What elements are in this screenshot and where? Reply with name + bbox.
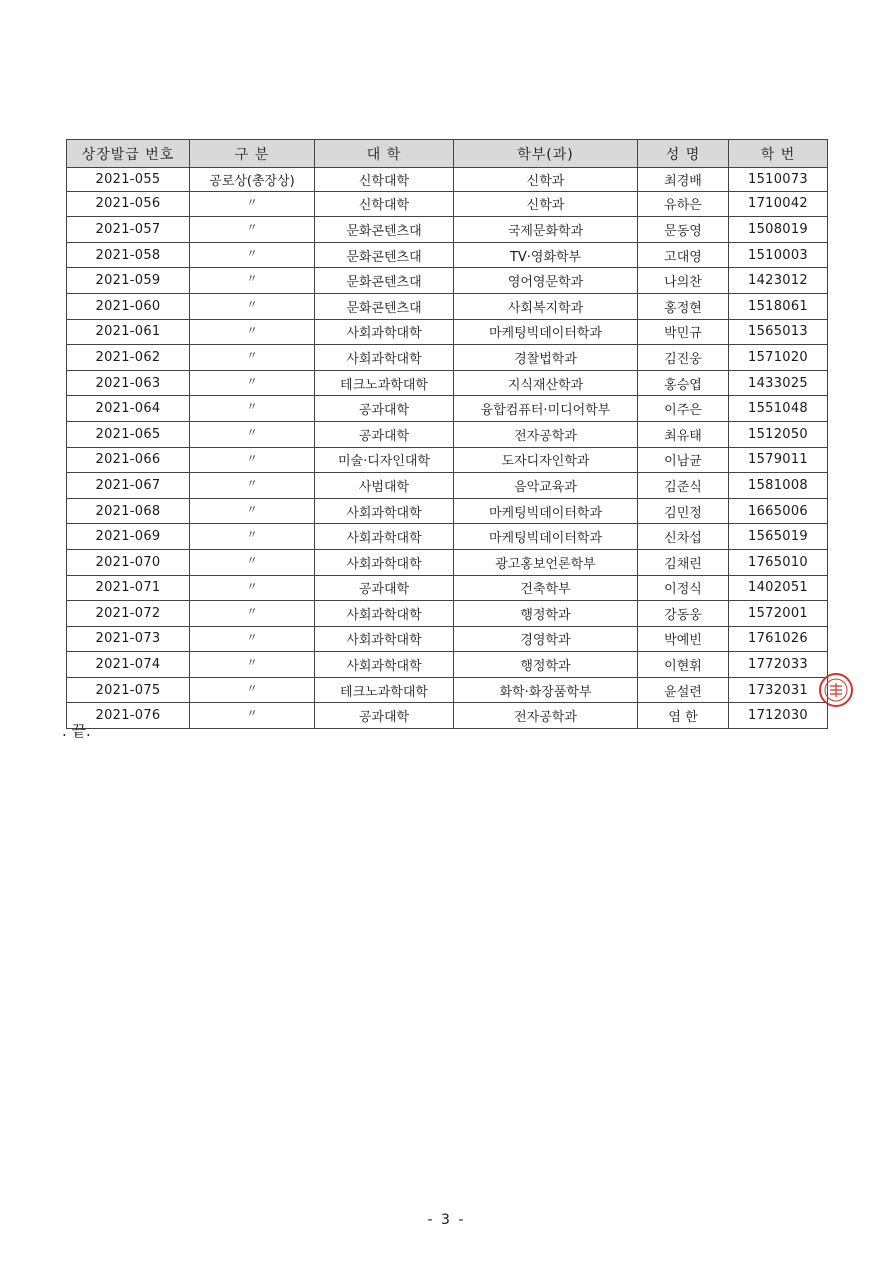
category-cell: 〃	[190, 524, 315, 550]
student-id-cell: 1565013	[729, 319, 828, 345]
department-cell: 전자공학과	[454, 421, 638, 447]
category-cell: 〃	[190, 473, 315, 499]
department-cell: 신학과	[454, 191, 638, 217]
table-row	[67, 168, 828, 192]
table-row	[67, 293, 828, 319]
header-college: 대 학	[315, 140, 454, 168]
name-cell: 박예빈	[638, 626, 729, 652]
table-row	[67, 703, 828, 729]
department-cell: 마케팅빅데이터학과	[454, 524, 638, 550]
name-cell: 홍정현	[638, 293, 729, 319]
department-cell: 마케팅빅데이터학과	[454, 319, 638, 345]
serial-cell: 2021-069	[67, 524, 190, 550]
category-cell: 〃	[190, 396, 315, 422]
college-cell: 사회과학대학	[315, 601, 454, 627]
header-department: 학부(과)	[454, 140, 638, 168]
name-cell: 최유태	[638, 421, 729, 447]
category-cell: 〃	[190, 626, 315, 652]
name-cell: 김민정	[638, 498, 729, 524]
student-id-cell: 1732031	[729, 677, 828, 703]
category-cell: 〃	[190, 319, 315, 345]
page-number: - 3 -	[427, 1212, 466, 1228]
serial-cell: 2021-062	[67, 345, 190, 371]
serial-cell: 2021-059	[67, 268, 190, 294]
college-cell: 문화콘텐츠대	[315, 293, 454, 319]
college-cell: 문화콘텐츠대	[315, 217, 454, 243]
category-cell: 〃	[190, 268, 315, 294]
category-cell: 〃	[190, 217, 315, 243]
category-cell: 〃	[190, 447, 315, 473]
category-cell: 〃	[190, 677, 315, 703]
department-cell: 신학과	[454, 168, 638, 192]
name-cell: 최경배	[638, 168, 729, 192]
table-row	[67, 447, 828, 473]
table-row	[67, 524, 828, 550]
table-row	[67, 242, 828, 268]
name-cell: 박민규	[638, 319, 729, 345]
name-cell: 신차섭	[638, 524, 729, 550]
college-cell: 사회과학대학	[315, 652, 454, 678]
serial-cell: 2021-071	[67, 575, 190, 601]
table-row	[67, 626, 828, 652]
category-cell: 〃	[190, 242, 315, 268]
student-id-cell: 1518061	[729, 293, 828, 319]
category-cell: 〃	[190, 703, 315, 729]
table-body	[67, 168, 828, 729]
category-cell: 〃	[190, 293, 315, 319]
serial-cell: 2021-075	[67, 677, 190, 703]
table-row	[67, 473, 828, 499]
category-cell: 〃	[190, 370, 315, 396]
student-id-cell: 1433025	[729, 370, 828, 396]
name-cell: 김채린	[638, 549, 729, 575]
serial-cell: 2021-072	[67, 601, 190, 627]
name-cell: 이현휘	[638, 652, 729, 678]
category-cell: 〃	[190, 549, 315, 575]
serial-cell: 2021-061	[67, 319, 190, 345]
college-cell: 문화콘텐츠대	[315, 242, 454, 268]
student-id-cell: 1772033	[729, 652, 828, 678]
name-cell: 이주은	[638, 396, 729, 422]
student-id-cell: 1565019	[729, 524, 828, 550]
name-cell: 김준식	[638, 473, 729, 499]
college-cell: 사회과학대학	[315, 626, 454, 652]
student-id-cell: 1512050	[729, 421, 828, 447]
department-cell: 영어영문학과	[454, 268, 638, 294]
category-cell: 〃	[190, 498, 315, 524]
department-cell: 사회복지학과	[454, 293, 638, 319]
department-cell: 행정학과	[454, 652, 638, 678]
college-cell: 문화콘텐츠대	[315, 268, 454, 294]
table-row	[67, 319, 828, 345]
name-cell: 고대영	[638, 242, 729, 268]
category-cell: 〃	[190, 652, 315, 678]
college-cell: 사범대학	[315, 473, 454, 499]
category-cell: 〃	[190, 601, 315, 627]
table-row	[67, 345, 828, 371]
student-id-cell: 1572001	[729, 601, 828, 627]
table-row	[67, 549, 828, 575]
serial-cell: 2021-057	[67, 217, 190, 243]
department-cell: 경영학과	[454, 626, 638, 652]
student-id-cell: 1712030	[729, 703, 828, 729]
serial-cell: 2021-070	[67, 549, 190, 575]
table-row	[67, 268, 828, 294]
student-id-cell: 1665006	[729, 498, 828, 524]
serial-cell: 2021-065	[67, 421, 190, 447]
serial-cell: 2021-058	[67, 242, 190, 268]
name-cell: 나의찬	[638, 268, 729, 294]
department-cell: 도자디자인학과	[454, 447, 638, 473]
college-cell: 공과대학	[315, 703, 454, 729]
header-name: 성 명	[638, 140, 729, 168]
college-cell: 사회과학대학	[315, 498, 454, 524]
serial-cell: 2021-073	[67, 626, 190, 652]
table-row	[67, 217, 828, 243]
name-cell: 유하은	[638, 191, 729, 217]
serial-cell: 2021-063	[67, 370, 190, 396]
student-id-cell: 1510073	[729, 168, 828, 192]
serial-cell: 2021-074	[67, 652, 190, 678]
college-cell: 사회과학대학	[315, 319, 454, 345]
serial-cell: 2021-076	[67, 703, 190, 729]
name-cell: 이정식	[638, 575, 729, 601]
student-id-cell: 1765010	[729, 549, 828, 575]
department-cell: 마케팅빅데이터학과	[454, 498, 638, 524]
college-cell: 테크노과학대학	[315, 677, 454, 703]
table-row	[67, 191, 828, 217]
serial-cell: 2021-055	[67, 168, 190, 192]
serial-cell: 2021-064	[67, 396, 190, 422]
name-cell: 이남균	[638, 447, 729, 473]
end-mark: . 끝.	[62, 722, 91, 740]
student-id-cell: 1551048	[729, 396, 828, 422]
college-cell: 사회과학대학	[315, 345, 454, 371]
department-cell: 융합컴퓨터·미디어학부	[454, 396, 638, 422]
department-cell: TV·영화학부	[454, 242, 638, 268]
table-row	[67, 498, 828, 524]
table-row	[67, 421, 828, 447]
college-cell: 공과대학	[315, 575, 454, 601]
serial-cell: 2021-067	[67, 473, 190, 499]
student-id-cell: 1581008	[729, 473, 828, 499]
college-cell: 미술·디자인대학	[315, 447, 454, 473]
department-cell: 행정학과	[454, 601, 638, 627]
category-cell: 〃	[190, 191, 315, 217]
category-cell: 〃	[190, 575, 315, 601]
table-row	[67, 677, 828, 703]
college-cell: 신학대학	[315, 191, 454, 217]
header-student-id: 학 번	[729, 140, 828, 168]
category-cell: 〃	[190, 345, 315, 371]
name-cell: 염 한	[638, 703, 729, 729]
student-id-cell: 1710042	[729, 191, 828, 217]
student-id-cell: 1402051	[729, 575, 828, 601]
name-cell: 강동웅	[638, 601, 729, 627]
student-id-cell: 1508019	[729, 217, 828, 243]
department-cell: 전자공학과	[454, 703, 638, 729]
name-cell: 문동영	[638, 217, 729, 243]
table-header-row	[67, 140, 828, 168]
student-id-cell: 1510003	[729, 242, 828, 268]
category-cell: 공로상(총장상)	[190, 168, 315, 192]
table-row	[67, 370, 828, 396]
department-cell: 지식재산학과	[454, 370, 638, 396]
college-cell: 사회과학대학	[315, 524, 454, 550]
college-cell: 공과대학	[315, 396, 454, 422]
header-serial: 상장발급 번호	[67, 140, 190, 168]
official-seal-icon	[818, 672, 854, 708]
student-id-cell: 1571020	[729, 345, 828, 371]
table-row	[67, 396, 828, 422]
serial-cell: 2021-056	[67, 191, 190, 217]
serial-cell: 2021-066	[67, 447, 190, 473]
name-cell: 윤설련	[638, 677, 729, 703]
award-table	[66, 139, 828, 729]
department-cell: 국제문화학과	[454, 217, 638, 243]
department-cell: 음악교육과	[454, 473, 638, 499]
table-row	[67, 652, 828, 678]
college-cell: 신학대학	[315, 168, 454, 192]
college-cell: 공과대학	[315, 421, 454, 447]
department-cell: 광고홍보언론학부	[454, 549, 638, 575]
table-row	[67, 601, 828, 627]
serial-cell: 2021-068	[67, 498, 190, 524]
name-cell: 김진웅	[638, 345, 729, 371]
department-cell: 화학·화장품학부	[454, 677, 638, 703]
student-id-cell: 1761026	[729, 626, 828, 652]
table-row	[67, 575, 828, 601]
college-cell: 사회과학대학	[315, 549, 454, 575]
header-category: 구 분	[190, 140, 315, 168]
serial-cell: 2021-060	[67, 293, 190, 319]
college-cell: 테크노과학대학	[315, 370, 454, 396]
student-id-cell: 1579011	[729, 447, 828, 473]
department-cell: 경찰법학과	[454, 345, 638, 371]
student-id-cell: 1423012	[729, 268, 828, 294]
category-cell: 〃	[190, 421, 315, 447]
name-cell: 홍승엽	[638, 370, 729, 396]
department-cell: 건축학부	[454, 575, 638, 601]
